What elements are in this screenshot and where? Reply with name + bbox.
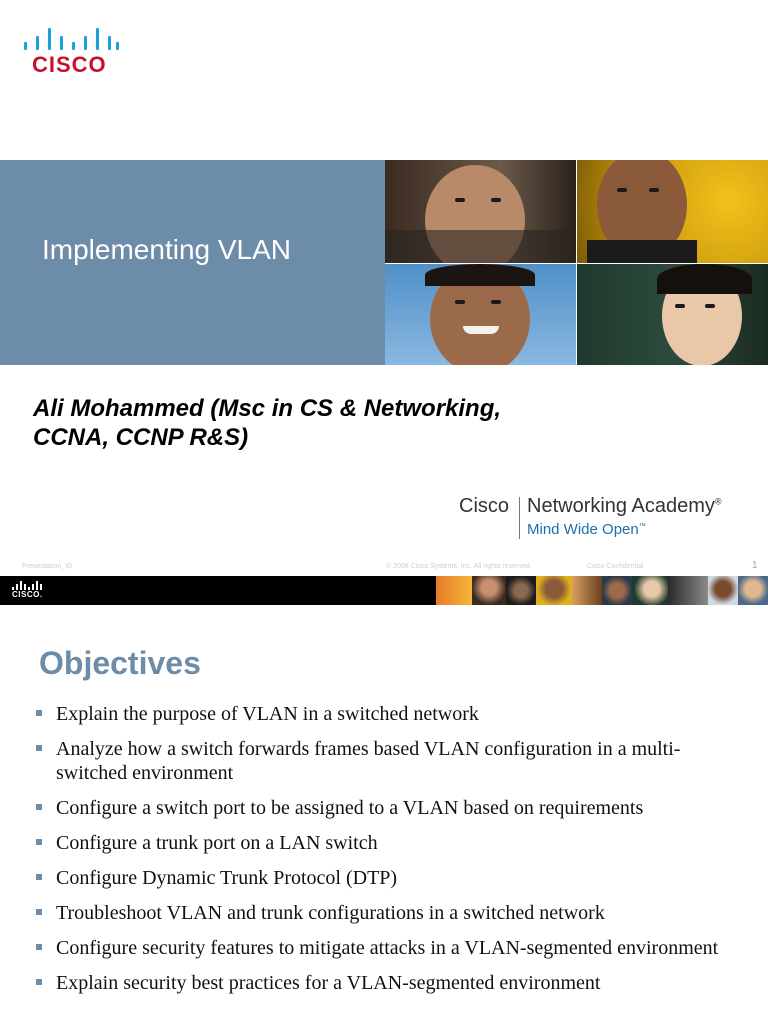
academy-name: Networking Academy® bbox=[527, 495, 722, 517]
objectives-heading: Objectives bbox=[39, 645, 201, 681]
objective-item: Configure security features to mitigate attacks in a VLAN-segmented environment bbox=[36, 936, 746, 960]
square-bullet-icon bbox=[36, 874, 42, 880]
objective-item: Configure a trunk port on a LAN switch bbox=[36, 831, 746, 855]
presentation-id: Presentation_ID bbox=[22, 563, 73, 570]
cisco-mini-bars-icon bbox=[10, 581, 46, 590]
cisco-mini-logo bbox=[10, 581, 46, 601]
photo-collage bbox=[385, 160, 768, 365]
square-bullet-icon bbox=[36, 944, 42, 950]
author-line-1: Ali Mohammed (Msc in CS & Networking, bbox=[33, 395, 502, 422]
strip-photo-3 bbox=[506, 576, 536, 605]
objective-item: Analyze how a switch forwards frames based VLAN configuration in a multi-switched environment bbox=[36, 737, 746, 785]
slide-title: Implementing VLAN bbox=[42, 234, 292, 265]
trademark-mark: ™ bbox=[638, 523, 646, 530]
objectives-slide bbox=[0, 605, 768, 1024]
strip-photo-5 bbox=[572, 576, 602, 605]
objective-item: Troubleshoot VLAN and trunk configurations in a switched network bbox=[36, 901, 746, 925]
square-bullet-icon bbox=[36, 979, 42, 985]
square-bullet-icon bbox=[36, 909, 42, 915]
cisco-logo bbox=[22, 24, 118, 76]
cisco-logo-word: CISCO bbox=[32, 52, 107, 77]
cisco-mini-word: CISCO. bbox=[12, 590, 43, 599]
objective-item: Explain the purpose of VLAN in a switched network bbox=[36, 702, 746, 726]
square-bullet-icon bbox=[36, 839, 42, 845]
copyright-text: © 2008 Cisco Systems, Inc. All rights reserved. bbox=[386, 563, 532, 570]
objective-item: Explain security best practices for a VLAN-segmented environment bbox=[36, 971, 746, 995]
page-number: 1 bbox=[752, 560, 758, 571]
objective-item: Configure a switch port to be assigned to a VLAN based on requirements bbox=[36, 796, 746, 820]
strip-photo-6 bbox=[602, 576, 632, 605]
confidential-label: Cisco Confidential bbox=[587, 563, 644, 570]
strip-photo-10 bbox=[738, 576, 768, 605]
photo-student-3 bbox=[385, 264, 576, 365]
strip-photo-8 bbox=[668, 576, 708, 605]
strip-photo-1 bbox=[436, 576, 472, 605]
academy-divider bbox=[519, 497, 520, 539]
strip-photo-2 bbox=[472, 576, 506, 605]
photo-student-4 bbox=[577, 264, 768, 365]
author-credit bbox=[33, 394, 593, 452]
objectives-list bbox=[36, 702, 746, 1006]
strip-photo-9 bbox=[708, 576, 738, 605]
title-band bbox=[0, 160, 385, 365]
cisco-bars-icon bbox=[24, 24, 116, 50]
photo-student-2 bbox=[577, 160, 768, 263]
slide-header-strip bbox=[0, 576, 768, 605]
header-photo-strip bbox=[436, 576, 768, 605]
author-line-2: CCNA, CCNP R&S) bbox=[33, 424, 249, 451]
registered-mark: ® bbox=[714, 496, 722, 507]
academy-brand: Cisco bbox=[459, 495, 510, 517]
square-bullet-icon bbox=[36, 710, 42, 716]
networking-academy-logo bbox=[459, 495, 759, 545]
square-bullet-icon bbox=[36, 804, 42, 810]
academy-tagline: Mind Wide Open™ bbox=[527, 521, 646, 538]
photo-student-1 bbox=[385, 160, 576, 263]
objective-item: Configure Dynamic Trunk Protocol (DTP) bbox=[36, 866, 746, 890]
strip-photo-4 bbox=[536, 576, 572, 605]
square-bullet-icon bbox=[36, 745, 42, 751]
strip-photo-7 bbox=[632, 576, 668, 605]
